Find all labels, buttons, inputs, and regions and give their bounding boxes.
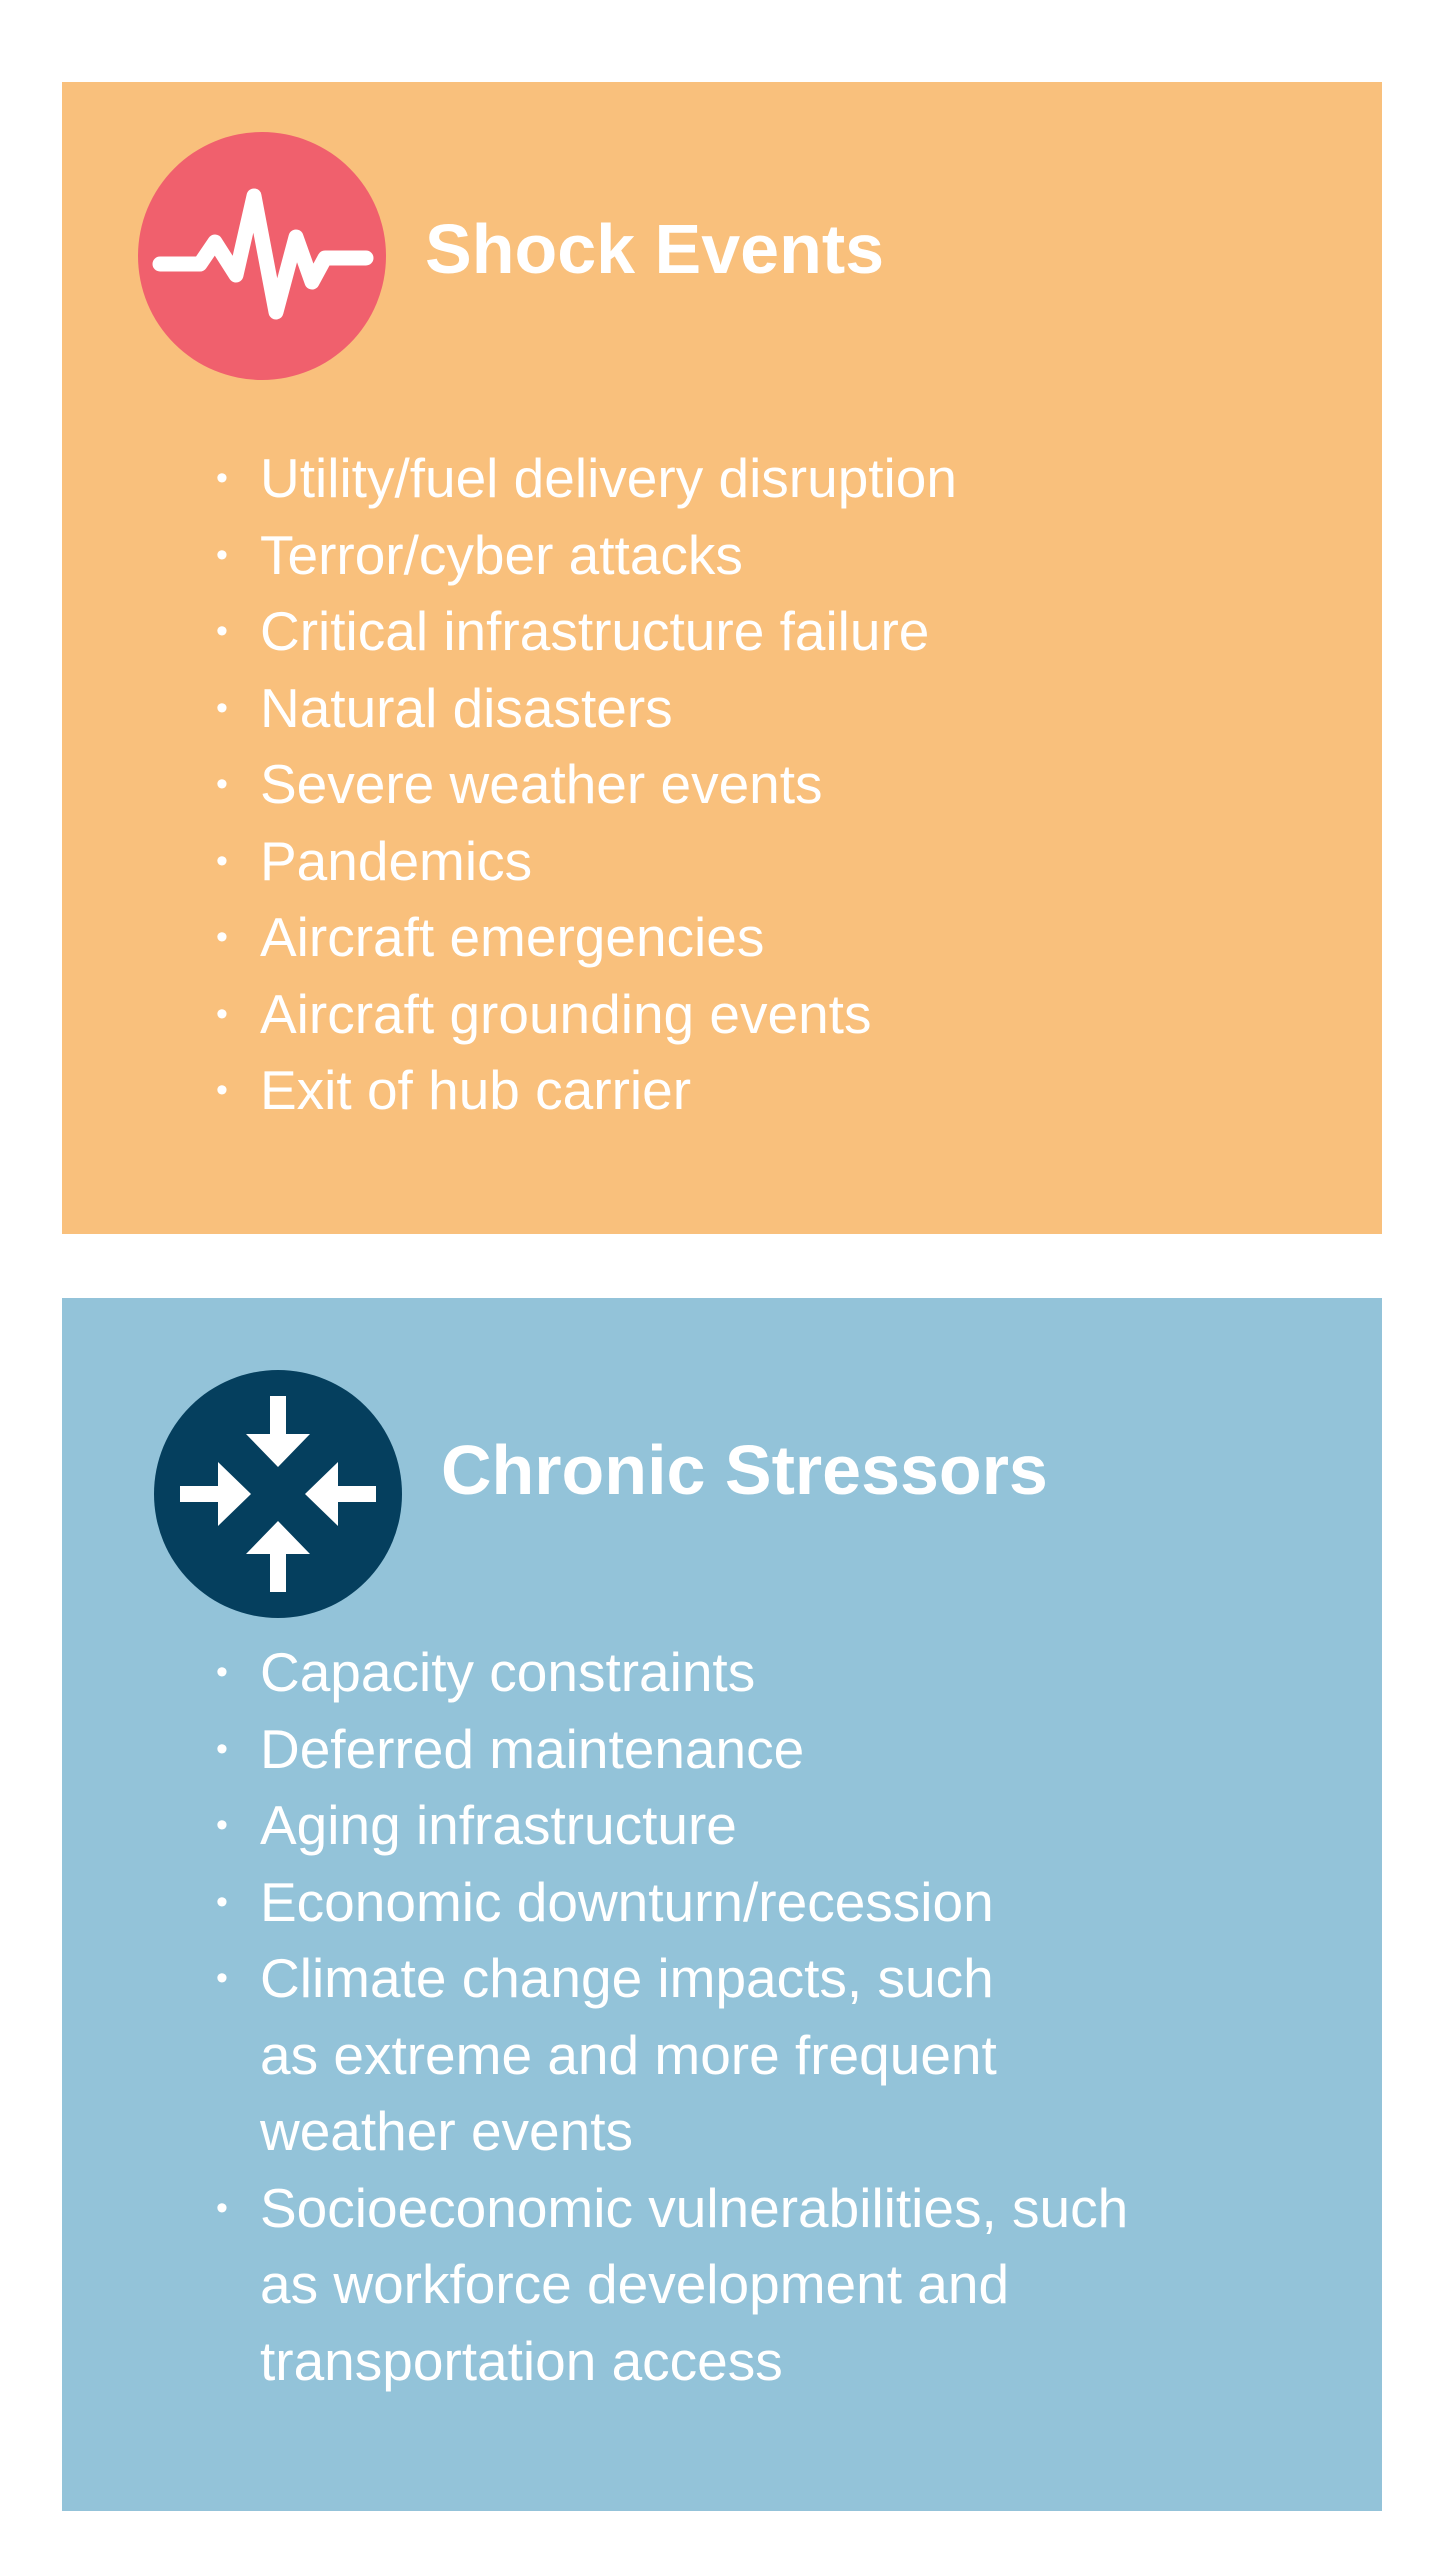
chronic-stressors-title: Chronic Stressors xyxy=(441,1431,1048,1509)
shock-events-title: Shock Events xyxy=(425,210,885,288)
list-item: • Utility/fuel delivery disruption xyxy=(210,440,1330,517)
list-item: • Exit of hub carrier xyxy=(210,1052,1330,1129)
shock-events-list xyxy=(210,440,1330,1129)
converging-arrows-icon xyxy=(154,1370,402,1618)
shock-events-panel xyxy=(62,82,1382,1234)
list-item: • Aircraft grounding events xyxy=(210,976,1330,1053)
list-item: • Economic downturn/recession xyxy=(210,1864,1330,1941)
list-item: • Capacity constraints xyxy=(210,1634,1330,1711)
chronic-stressors-list xyxy=(210,1634,1330,2399)
list-item: • Terror/cyber attacks xyxy=(210,517,1330,594)
list-item: • Critical infrastructure failure xyxy=(210,593,1330,670)
list-item: • Climate change impacts, such as extreme and more frequent weather events xyxy=(210,1940,1330,2170)
list-item: • Natural disasters xyxy=(210,670,1330,747)
list-item: • Pandemics xyxy=(210,823,1330,900)
list-item: • Aircraft emergencies xyxy=(210,899,1330,976)
list-item: • Aging infrastructure xyxy=(210,1787,1330,1864)
chronic-stressors-panel xyxy=(62,1298,1382,2511)
list-item: • Severe weather events xyxy=(210,746,1330,823)
list-item: • Deferred maintenance xyxy=(210,1711,1330,1788)
heartbeat-pulse-icon xyxy=(138,132,386,380)
list-item: • Socioeconomic vulnerabilities, such as workforce development and transportation access xyxy=(210,2170,1330,2400)
